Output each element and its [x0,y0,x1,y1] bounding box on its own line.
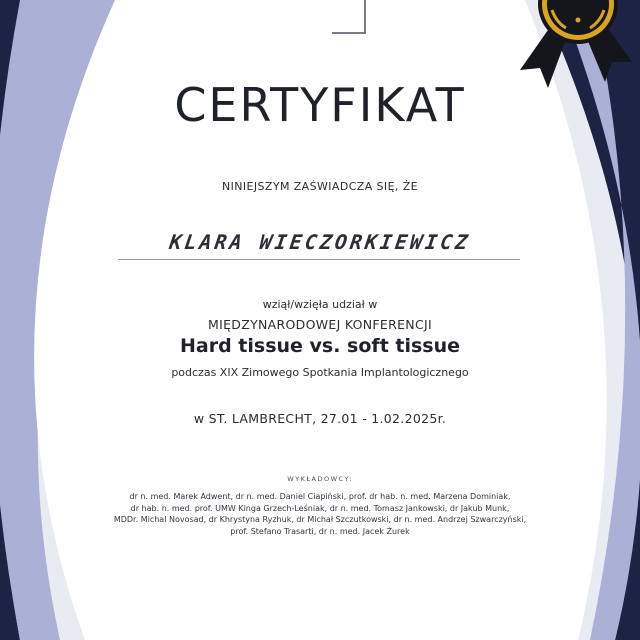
name-underline [118,259,520,260]
conference-name: Hard tissue vs. soft tissue [179,335,461,357]
venue-date: w ST. LAMBRECHT, 27.01 - 1.02.2025r. [193,411,447,426]
recipient-name: KLARA WIECZORKIEWICZ [167,230,473,254]
intro-text: NINIEJSZYM ZAŚWIADCZA SIĘ, ŻE [221,180,419,193]
lecturers-heading: WYKŁADOWCY: [287,475,353,483]
lecturers-line: dr n. med. Marek Adwent, dr n. med. Daniel Ciapiński, prof. dr hab. n. med. Marzena Dominiak, [129,492,511,501]
page-title: CERTYFIKAT [174,78,466,132]
star-icon [576,18,581,23]
logo-bracket [364,0,366,34]
conference-type: MIĘDZYNARODOWEJ KONFERENCJI [208,317,432,332]
logo [298,0,366,36]
participation-text: wziął/wzięła udział w [262,298,378,311]
event-description: podczas XIX Zimowego Spotkania Implantologicznego [171,366,469,379]
lecturers-line: MDDr. Michal Novosad, dr Khrystyna Ryzhuk, dr Michał Szczutkowski, dr n. med. Andrzej Szwarczyński, [113,515,527,524]
lecturers-line: prof. Stefano Trasarti, dr n. med. Jacek Żurek [230,526,410,536]
lecturers-line: dr hab. n. med. prof. UMW Kinga Grzech-Leśniak, dr n. med. Tomasz Jankowski, dr Jakub Munk, [130,503,510,513]
logo-wordmark [298,0,334,1]
logo-bracket-base [332,32,366,34]
